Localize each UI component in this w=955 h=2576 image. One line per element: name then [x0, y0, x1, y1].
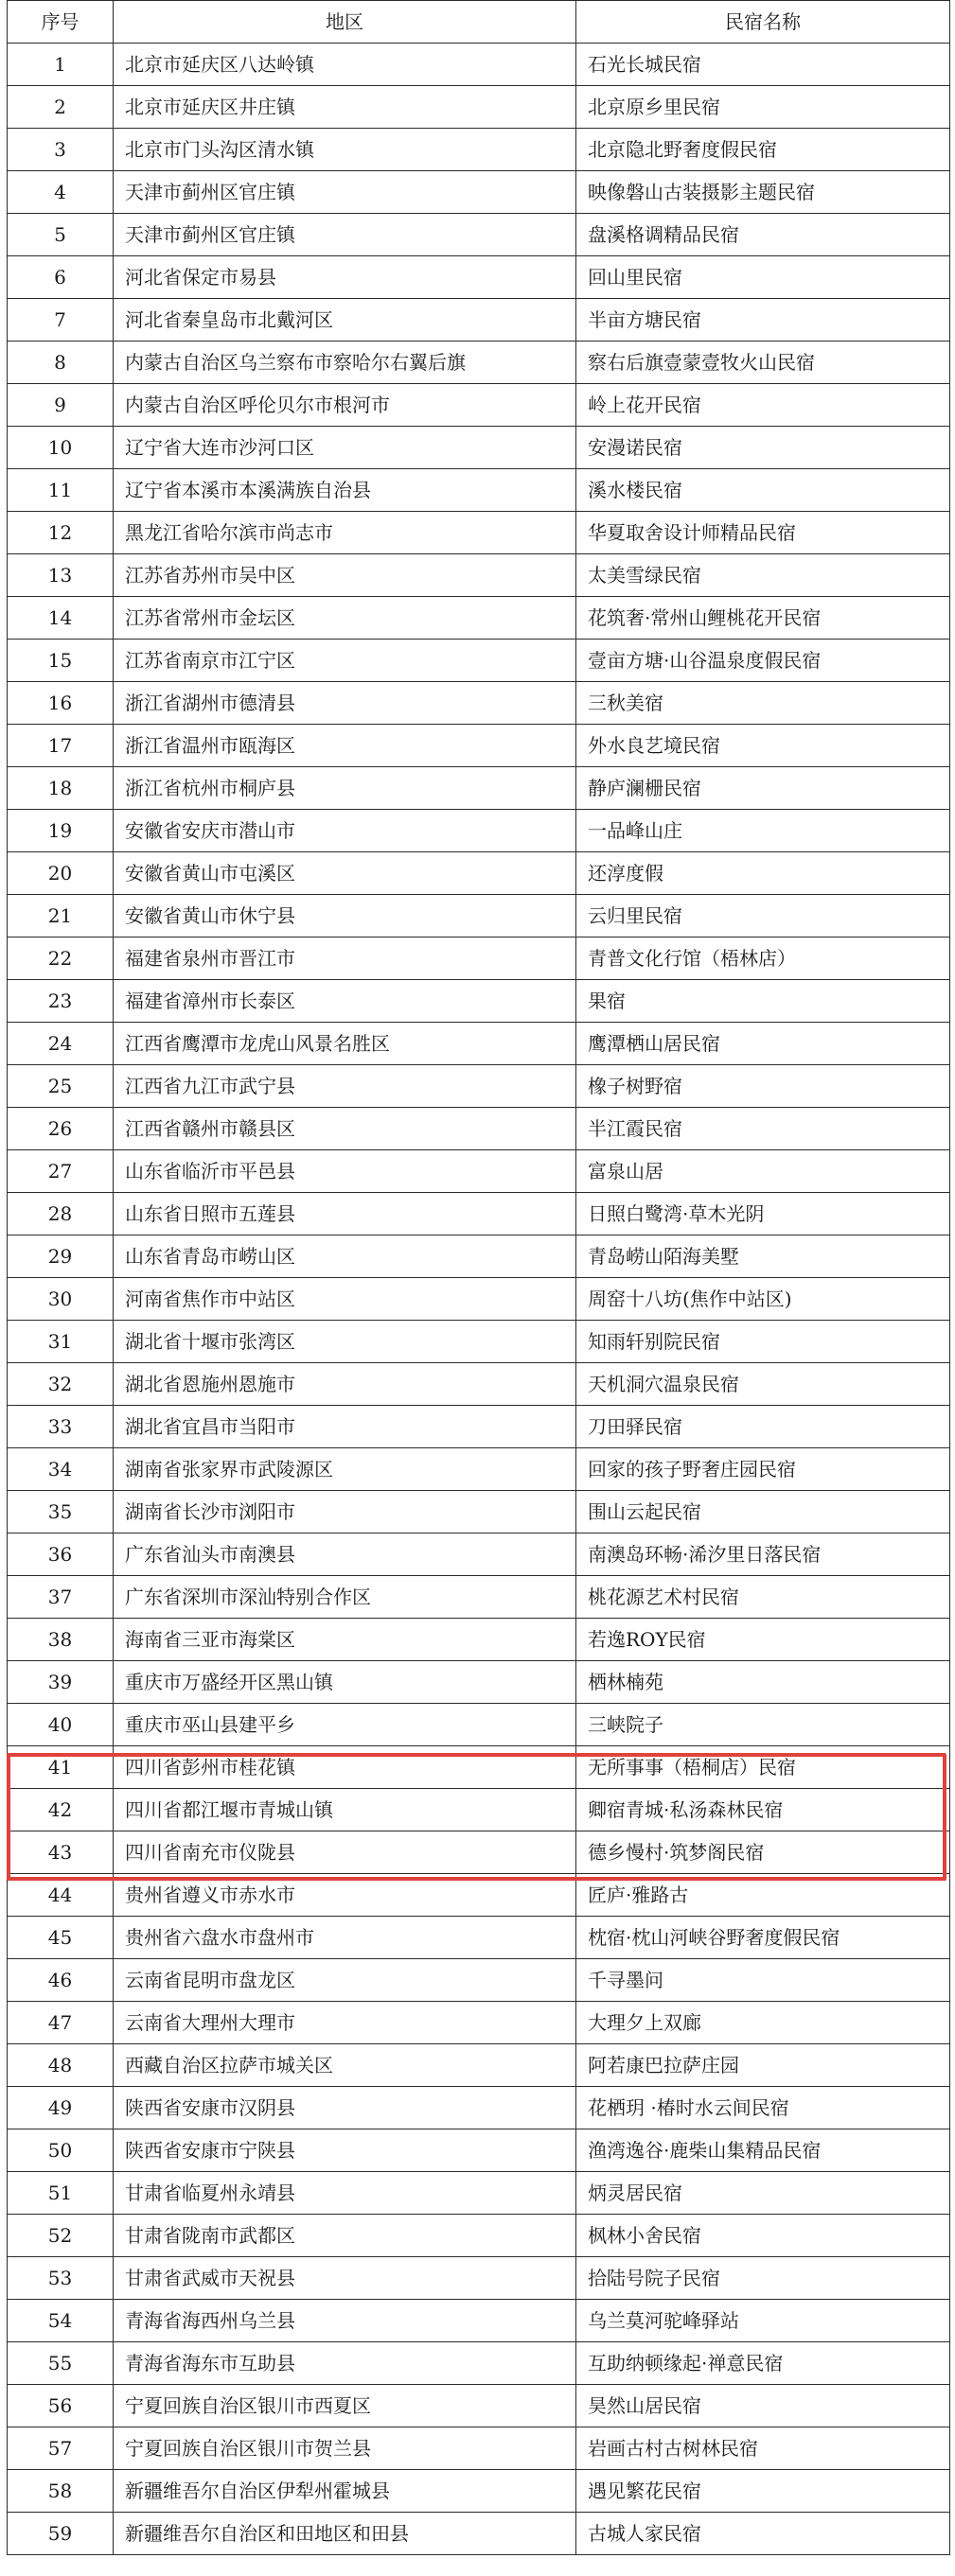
table-row — [8, 44, 950, 86]
table-row — [8, 129, 950, 171]
row-area-cell: 海南省三亚市海棠区 — [114, 1619, 576, 1661]
row-area-cell: 云南省昆明市盘龙区 — [114, 1959, 576, 2002]
table-row — [8, 1150, 950, 1193]
row-homestay-name-cell: 石光长城民宿 — [576, 44, 950, 86]
row-number-cell: 43 — [8, 1831, 114, 1874]
row-homestay-name-cell: 拾陆号院子民宿 — [576, 2257, 950, 2300]
row-number-cell: 38 — [8, 1619, 114, 1661]
row-homestay-name-cell: 桃花源艺术村民宿 — [576, 1576, 950, 1619]
row-number-cell: 20 — [8, 852, 114, 895]
row-area-cell: 湖南省长沙市浏阳市 — [114, 1491, 576, 1533]
table-row — [8, 1619, 950, 1661]
table-row — [8, 554, 950, 597]
table-row — [8, 1661, 950, 1704]
row-number-cell: 19 — [8, 810, 114, 852]
row-number-cell: 21 — [8, 895, 114, 938]
row-homestay-name-cell: 无所事事（梧桐店）民宿 — [576, 1746, 950, 1789]
table-row — [8, 1193, 950, 1235]
row-homestay-name-cell: 周窑十八坊(焦作中站区) — [576, 1278, 950, 1321]
row-area-cell: 陕西省安康市宁陕县 — [114, 2129, 576, 2172]
row-homestay-name-cell: 互助纳顿缘起·禅意民宿 — [576, 2342, 950, 2385]
table-row — [8, 725, 950, 767]
row-number-cell: 58 — [8, 2470, 114, 2513]
row-number-cell: 54 — [8, 2300, 114, 2342]
row-number-cell: 14 — [8, 597, 114, 640]
table-row — [8, 2129, 950, 2172]
row-number-cell: 45 — [8, 1917, 114, 1959]
row-number-cell: 22 — [8, 938, 114, 980]
row-homestay-name-cell: 枕宿·枕山河峡谷野奢度假民宿 — [576, 1917, 950, 1959]
row-area-cell: 广东省深圳市深汕特别合作区 — [114, 1576, 576, 1619]
row-area-cell: 青海省海西州乌兰县 — [114, 2300, 576, 2342]
row-area-cell: 湖南省张家界市武陵源区 — [114, 1448, 576, 1491]
table-row — [8, 1831, 950, 1874]
table-row — [8, 2470, 950, 2513]
table-row — [8, 1235, 950, 1278]
row-number-cell: 1 — [8, 44, 114, 86]
row-homestay-name-cell: 静庐澜栅民宿 — [576, 767, 950, 810]
row-homestay-name-cell: 半江霞民宿 — [576, 1108, 950, 1150]
table-row — [8, 895, 950, 938]
row-homestay-name-cell: 青岛崂山陌海美墅 — [576, 1235, 950, 1278]
row-number-cell: 32 — [8, 1363, 114, 1406]
row-homestay-name-cell: 南澳岛环畅·浠汐里日落民宿 — [576, 1533, 950, 1576]
row-number-cell: 18 — [8, 767, 114, 810]
row-homestay-name-cell: 日照白鹭湾·草木光阴 — [576, 1193, 950, 1235]
row-area-cell: 河北省保定市易县 — [114, 256, 576, 299]
row-area-cell: 贵州省六盘水市盘州市 — [114, 1917, 576, 1959]
row-homestay-name-cell: 回家的孩子野奢庄园民宿 — [576, 1448, 950, 1491]
table-row — [8, 1959, 950, 2002]
row-number-cell: 3 — [8, 129, 114, 171]
row-area-cell: 四川省南充市仪陇县 — [114, 1831, 576, 1874]
row-number-cell: 4 — [8, 171, 114, 214]
row-number-cell: 48 — [8, 2044, 114, 2087]
row-number-cell: 42 — [8, 1789, 114, 1831]
row-homestay-name-cell: 古城人家民宿 — [576, 2513, 950, 2555]
row-area-cell: 江西省九江市武宁县 — [114, 1065, 576, 1108]
row-number-cell: 37 — [8, 1576, 114, 1619]
row-area-cell: 广东省汕头市南澳县 — [114, 1533, 576, 1576]
table-body — [8, 44, 950, 2555]
table-row — [8, 86, 950, 129]
row-homestay-name-cell: 华夏取舍设计师精品民宿 — [576, 512, 950, 554]
row-number-cell: 36 — [8, 1533, 114, 1576]
row-area-cell: 内蒙古自治区呼伦贝尔市根河市 — [114, 384, 576, 427]
column-header-homestay-name: 民宿名称 — [576, 1, 950, 44]
table-row — [8, 2342, 950, 2385]
row-homestay-name-cell: 栖林楠苑 — [576, 1661, 950, 1704]
row-area-cell: 内蒙古自治区乌兰察布市察哈尔右翼后旗 — [114, 342, 576, 384]
row-area-cell: 湖北省十堰市张湾区 — [114, 1321, 576, 1363]
table-row — [8, 469, 950, 512]
row-homestay-name-cell: 昊然山居民宿 — [576, 2385, 950, 2427]
row-area-cell: 宁夏回族自治区银川市西夏区 — [114, 2385, 576, 2427]
row-number-cell: 13 — [8, 554, 114, 597]
row-area-cell: 天津市蓟州区官庄镇 — [114, 171, 576, 214]
row-area-cell: 湖北省宜昌市当阳市 — [114, 1406, 576, 1448]
row-homestay-name-cell: 映像磐山古装摄影主题民宿 — [576, 171, 950, 214]
row-number-cell: 25 — [8, 1065, 114, 1108]
row-area-cell: 四川省都江堰市青城山镇 — [114, 1789, 576, 1831]
table-row — [8, 2427, 950, 2470]
row-homestay-name-cell: 若逸ROY民宿 — [576, 1619, 950, 1661]
row-area-cell: 北京市延庆区八达岭镇 — [114, 44, 576, 86]
row-area-cell: 浙江省湖州市德清县 — [114, 682, 576, 725]
column-header-number: 序号 — [8, 1, 114, 44]
table-row — [8, 2385, 950, 2427]
row-number-cell: 53 — [8, 2257, 114, 2300]
row-number-cell: 30 — [8, 1278, 114, 1321]
row-number-cell: 35 — [8, 1491, 114, 1533]
row-number-cell: 27 — [8, 1150, 114, 1193]
row-number-cell: 39 — [8, 1661, 114, 1704]
row-number-cell: 5 — [8, 214, 114, 256]
row-homestay-name-cell: 察右后旗壹蒙壹牧火山民宿 — [576, 342, 950, 384]
row-number-cell: 47 — [8, 2002, 114, 2044]
table-row — [8, 2002, 950, 2044]
row-homestay-name-cell: 花筑奢·常州山鲤桃花开民宿 — [576, 597, 950, 640]
row-number-cell: 52 — [8, 2215, 114, 2257]
table-row — [8, 1321, 950, 1363]
row-area-cell: 山东省日照市五莲县 — [114, 1193, 576, 1235]
row-area-cell: 辽宁省本溪市本溪满族自治县 — [114, 469, 576, 512]
row-homestay-name-cell: 匠庐·雅路古 — [576, 1874, 950, 1917]
row-area-cell: 江苏省苏州市吴中区 — [114, 554, 576, 597]
row-number-cell: 56 — [8, 2385, 114, 2427]
row-number-cell: 16 — [8, 682, 114, 725]
row-number-cell: 33 — [8, 1406, 114, 1448]
row-homestay-name-cell: 溪水楼民宿 — [576, 469, 950, 512]
row-number-cell: 12 — [8, 512, 114, 554]
row-number-cell: 59 — [8, 2513, 114, 2555]
table-row — [8, 2044, 950, 2087]
table-row — [8, 1491, 950, 1533]
row-area-cell: 甘肃省武威市天祝县 — [114, 2257, 576, 2300]
table-row — [8, 1023, 950, 1065]
row-homestay-name-cell: 北京隐北野奢度假民宿 — [576, 129, 950, 171]
row-homestay-name-cell: 回山里民宿 — [576, 256, 950, 299]
row-homestay-name-cell: 富泉山居 — [576, 1150, 950, 1193]
table-row — [8, 810, 950, 852]
row-homestay-name-cell: 德乡慢村·筑梦阁民宿 — [576, 1831, 950, 1874]
row-homestay-name-cell: 青普文化行馆（梧林店） — [576, 938, 950, 980]
row-area-cell: 江苏省常州市金坛区 — [114, 597, 576, 640]
row-number-cell: 10 — [8, 427, 114, 469]
table-row — [8, 1789, 950, 1831]
table-row — [8, 2513, 950, 2555]
row-number-cell: 28 — [8, 1193, 114, 1235]
table-row — [8, 1065, 950, 1108]
row-homestay-name-cell: 安漫诺民宿 — [576, 427, 950, 469]
table-row — [8, 980, 950, 1023]
column-header-area: 地区 — [114, 1, 576, 44]
table-row — [8, 1448, 950, 1491]
homestay-table — [7, 0, 950, 2555]
row-homestay-name-cell: 炳灵居民宿 — [576, 2172, 950, 2215]
row-area-cell: 新疆维吾尔自治区伊犁州霍城县 — [114, 2470, 576, 2513]
table-row — [8, 256, 950, 299]
row-area-cell: 天津市蓟州区官庄镇 — [114, 214, 576, 256]
row-homestay-name-cell: 岩画古村古树林民宿 — [576, 2427, 950, 2470]
table-row — [8, 299, 950, 342]
row-homestay-name-cell: 知雨轩别院民宿 — [576, 1321, 950, 1363]
table-row — [8, 597, 950, 640]
table-row — [8, 767, 950, 810]
row-number-cell: 7 — [8, 299, 114, 342]
row-homestay-name-cell: 北京原乡里民宿 — [576, 86, 950, 129]
row-number-cell: 31 — [8, 1321, 114, 1363]
row-area-cell: 河北省秦皇岛市北戴河区 — [114, 299, 576, 342]
table-row — [8, 214, 950, 256]
table-row — [8, 2257, 950, 2300]
row-area-cell: 黑龙江省哈尔滨市尚志市 — [114, 512, 576, 554]
row-homestay-name-cell: 刀田驿民宿 — [576, 1406, 950, 1448]
row-homestay-name-cell: 渔湾逸谷·鹿柴山集精品民宿 — [576, 2129, 950, 2172]
table-row — [8, 1746, 950, 1789]
row-area-cell: 江苏省南京市江宁区 — [114, 640, 576, 682]
table-row — [8, 1704, 950, 1746]
row-area-cell: 北京市延庆区井庄镇 — [114, 86, 576, 129]
row-homestay-name-cell: 千寻墨问 — [576, 1959, 950, 2002]
row-number-cell: 17 — [8, 725, 114, 767]
table-row — [8, 342, 950, 384]
row-area-cell: 浙江省温州市瓯海区 — [114, 725, 576, 767]
row-homestay-name-cell: 大理夕上双廊 — [576, 2002, 950, 2044]
row-number-cell: 34 — [8, 1448, 114, 1491]
row-area-cell: 山东省青岛市崂山区 — [114, 1235, 576, 1278]
row-homestay-name-cell: 三峡院子 — [576, 1704, 950, 1746]
table-header-row — [8, 1, 950, 44]
row-homestay-name-cell: 一品峰山庄 — [576, 810, 950, 852]
row-number-cell: 51 — [8, 2172, 114, 2215]
row-area-cell: 福建省漳州市长泰区 — [114, 980, 576, 1023]
row-area-cell: 贵州省遵义市赤水市 — [114, 1874, 576, 1917]
table-row — [8, 1406, 950, 1448]
table-row — [8, 682, 950, 725]
row-area-cell: 北京市门头沟区清水镇 — [114, 129, 576, 171]
row-homestay-name-cell: 天机洞穴温泉民宿 — [576, 1363, 950, 1406]
row-number-cell: 9 — [8, 384, 114, 427]
row-homestay-name-cell: 还淳度假 — [576, 852, 950, 895]
row-number-cell: 57 — [8, 2427, 114, 2470]
row-number-cell: 26 — [8, 1108, 114, 1150]
table-row — [8, 1363, 950, 1406]
row-homestay-name-cell: 围山云起民宿 — [576, 1491, 950, 1533]
row-homestay-name-cell: 云归里民宿 — [576, 895, 950, 938]
row-number-cell: 11 — [8, 469, 114, 512]
row-homestay-name-cell: 太美雪绿民宿 — [576, 554, 950, 597]
table-row — [8, 852, 950, 895]
row-homestay-name-cell: 鹰潭栖山居民宿 — [576, 1023, 950, 1065]
table-row — [8, 640, 950, 682]
row-number-cell: 23 — [8, 980, 114, 1023]
row-area-cell: 江西省赣州市赣县区 — [114, 1108, 576, 1150]
row-homestay-name-cell: 卿宿青城·私汤森林民宿 — [576, 1789, 950, 1831]
row-number-cell: 8 — [8, 342, 114, 384]
table-row — [8, 512, 950, 554]
row-number-cell: 6 — [8, 256, 114, 299]
row-number-cell: 41 — [8, 1746, 114, 1789]
row-area-cell: 新疆维吾尔自治区和田地区和田县 — [114, 2513, 576, 2555]
row-homestay-name-cell: 橡子树野宿 — [576, 1065, 950, 1108]
row-homestay-name-cell: 盘溪格调精品民宿 — [576, 214, 950, 256]
table-row — [8, 1576, 950, 1619]
row-homestay-name-cell: 阿若康巴拉萨庄园 — [576, 2044, 950, 2087]
table-row — [8, 2172, 950, 2215]
row-area-cell: 湖北省恩施州恩施市 — [114, 1363, 576, 1406]
row-number-cell: 40 — [8, 1704, 114, 1746]
table-row — [8, 1278, 950, 1321]
row-number-cell: 29 — [8, 1235, 114, 1278]
table-row — [8, 2215, 950, 2257]
row-area-cell: 宁夏回族自治区银川市贺兰县 — [114, 2427, 576, 2470]
table-row — [8, 938, 950, 980]
row-homestay-name-cell: 岭上花开民宿 — [576, 384, 950, 427]
row-number-cell: 24 — [8, 1023, 114, 1065]
row-number-cell: 15 — [8, 640, 114, 682]
row-area-cell: 福建省泉州市晋江市 — [114, 938, 576, 980]
table-row — [8, 1108, 950, 1150]
row-area-cell: 安徽省黄山市屯溪区 — [114, 852, 576, 895]
row-area-cell: 辽宁省大连市沙河口区 — [114, 427, 576, 469]
row-number-cell: 49 — [8, 2087, 114, 2129]
row-number-cell: 44 — [8, 1874, 114, 1917]
row-area-cell: 四川省彭州市桂花镇 — [114, 1746, 576, 1789]
table-row — [8, 1874, 950, 1917]
row-area-cell: 河南省焦作市中站区 — [114, 1278, 576, 1321]
row-area-cell: 西藏自治区拉萨市城关区 — [114, 2044, 576, 2087]
row-homestay-name-cell: 花栖玥 ·椿时水云间民宿 — [576, 2087, 950, 2129]
row-number-cell: 50 — [8, 2129, 114, 2172]
row-number-cell: 55 — [8, 2342, 114, 2385]
row-homestay-name-cell: 三秋美宿 — [576, 682, 950, 725]
table-row — [8, 2300, 950, 2342]
table-row — [8, 1533, 950, 1576]
row-homestay-name-cell: 半亩方塘民宿 — [576, 299, 950, 342]
row-area-cell: 山东省临沂市平邑县 — [114, 1150, 576, 1193]
table-row — [8, 427, 950, 469]
row-homestay-name-cell: 果宿 — [576, 980, 950, 1023]
row-area-cell: 重庆市万盛经开区黑山镇 — [114, 1661, 576, 1704]
table-row — [8, 2087, 950, 2129]
row-area-cell: 浙江省杭州市桐庐县 — [114, 767, 576, 810]
row-homestay-name-cell: 壹亩方塘·山谷温泉度假民宿 — [576, 640, 950, 682]
row-number-cell: 2 — [8, 86, 114, 129]
row-homestay-name-cell: 枫林小舍民宿 — [576, 2215, 950, 2257]
row-number-cell: 46 — [8, 1959, 114, 2002]
table-row — [8, 1917, 950, 1959]
homestay-list-document — [7, 0, 949, 2555]
row-homestay-name-cell: 外水良艺境民宿 — [576, 725, 950, 767]
row-homestay-name-cell: 乌兰莫河驼峰驿站 — [576, 2300, 950, 2342]
row-area-cell: 甘肃省陇南市武都区 — [114, 2215, 576, 2257]
row-area-cell: 安徽省安庆市潜山市 — [114, 810, 576, 852]
row-area-cell: 云南省大理州大理市 — [114, 2002, 576, 2044]
row-homestay-name-cell: 遇见繁花民宿 — [576, 2470, 950, 2513]
row-area-cell: 重庆市巫山县建平乡 — [114, 1704, 576, 1746]
table-row — [8, 171, 950, 214]
row-area-cell: 安徽省黄山市休宁县 — [114, 895, 576, 938]
row-area-cell: 青海省海东市互助县 — [114, 2342, 576, 2385]
row-area-cell: 陕西省安康市汉阴县 — [114, 2087, 576, 2129]
table-row — [8, 384, 950, 427]
row-area-cell: 江西省鹰潭市龙虎山风景名胜区 — [114, 1023, 576, 1065]
row-area-cell: 甘肃省临夏州永靖县 — [114, 2172, 576, 2215]
